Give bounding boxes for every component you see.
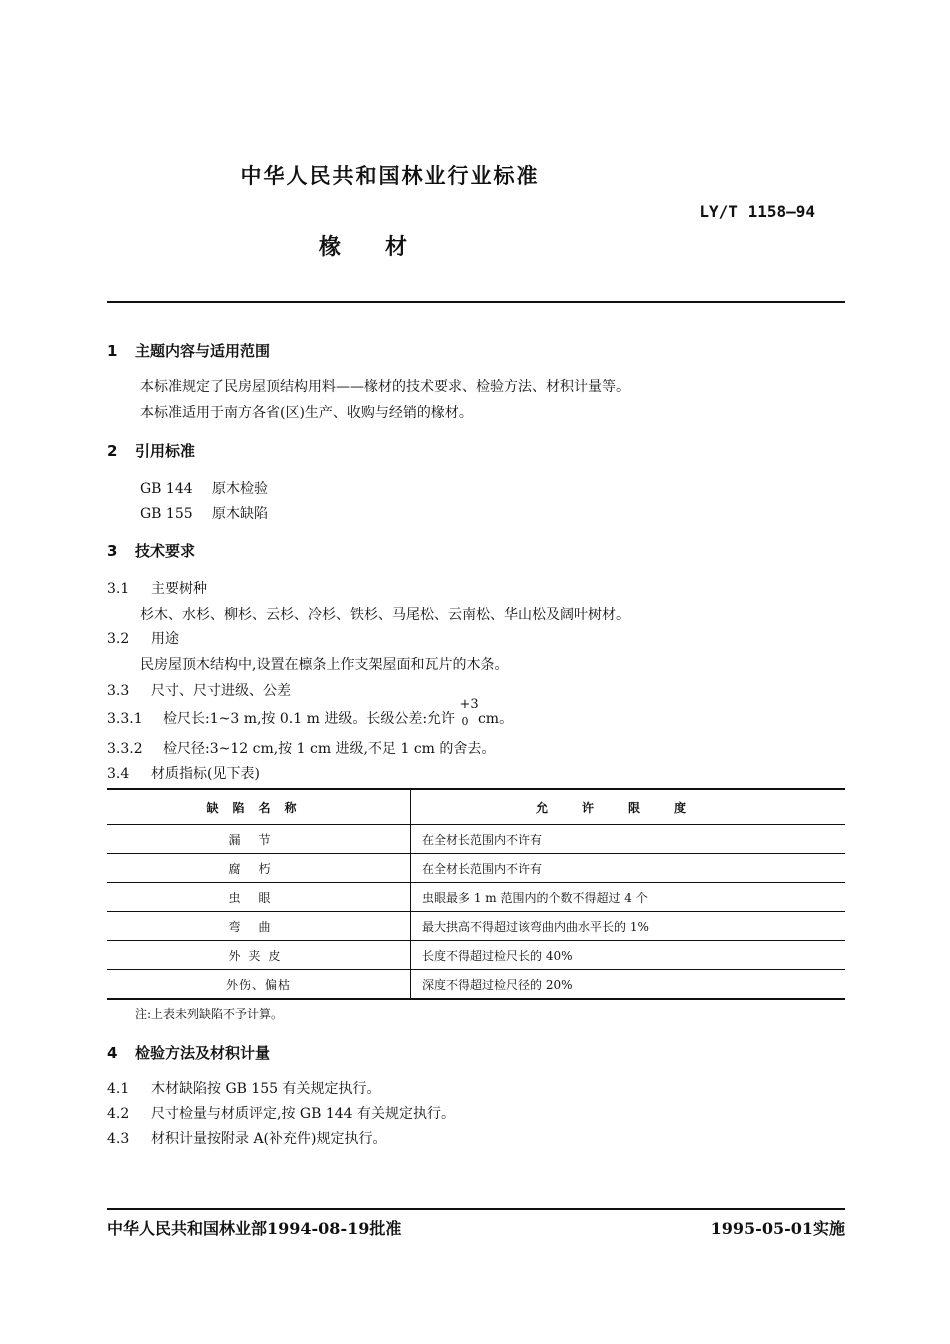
defect-name: 腐朽	[107, 854, 411, 883]
tolerance-value	[459, 697, 479, 728]
paragraph: 本标准规定了民房屋顶结构用料——椽材的技术要求、检验方法、材积计量等。	[140, 379, 630, 395]
section-title: 引用标准	[135, 442, 196, 460]
standard-title: 中华人民共和国林业行业标准	[240, 164, 540, 188]
footer-divider	[107, 1208, 845, 1210]
subsection-title: 主要树种	[151, 581, 207, 597]
section-4-heading	[107, 1042, 270, 1063]
defect-limit: 深度不得超过检尺径的 20%	[422, 977, 573, 992]
table-row	[107, 970, 845, 1000]
table-note: 注:上表未列缺陷不予计算。	[135, 1007, 284, 1021]
subsection-3-3-2	[107, 738, 495, 758]
section-title: 检验方法及材积计量	[135, 1044, 271, 1062]
implementation-date: 1995-05-01实施	[710, 1219, 845, 1238]
subsection-text: 检尺径:3~12 cm,按 1 cm 进级,不足 1 cm 的舍去。	[163, 741, 496, 757]
defect-limit: 最大拱高不得超过该弯曲内曲水平长的 1%	[422, 919, 649, 934]
defect-name: 虫眼	[107, 883, 411, 912]
document-title: 椽材	[318, 235, 451, 260]
reference-code: GB 144	[140, 481, 193, 497]
item-number: 4.1	[107, 1081, 130, 1097]
section-1-heading	[107, 340, 270, 361]
defect-limit: 虫眼最多 1 m 范围内的个数不得超过 4 个	[422, 890, 648, 905]
approval-line: 中华人民共和国林业部1994-08-19批准	[107, 1219, 402, 1238]
column-header-limit: 允许限度	[535, 800, 720, 815]
subsection-3-2	[107, 628, 179, 648]
paragraph: 本标准适用于南方各省(区)生产、收购与经销的椽材。	[140, 405, 473, 421]
item-text: 材积计量按附录 A(补充件)规定执行。	[151, 1131, 387, 1147]
subsection-3-3-1	[107, 697, 514, 728]
subsection-number: 3.1	[107, 581, 130, 597]
paragraph: 民房屋顶木结构中,设置在檩条上作支架屋面和瓦片的木条。	[140, 657, 509, 673]
section-title: 主题内容与适用范围	[135, 342, 271, 360]
header-divider	[107, 301, 845, 303]
item-number: 4.3	[107, 1131, 130, 1147]
subsection-3-3	[107, 680, 291, 700]
defect-name: 外夹皮	[107, 941, 411, 970]
subsection-number: 3.3.1	[107, 711, 143, 727]
reference-item	[140, 478, 268, 498]
defect-name: 漏节	[107, 825, 411, 854]
subsection-number: 3.3	[107, 683, 130, 699]
subsection-title: 用途	[151, 631, 179, 647]
table-row	[107, 883, 845, 912]
table-row	[107, 825, 845, 854]
table-row	[107, 941, 845, 970]
section-3-heading	[107, 540, 195, 561]
table-header-row	[107, 789, 845, 825]
list-item	[107, 1128, 386, 1148]
subsection-unit: cm。	[477, 711, 514, 727]
subsection-number: 3.3.2	[107, 741, 143, 757]
section-2-heading	[107, 440, 195, 461]
section-title: 技术要求	[135, 542, 196, 560]
item-number: 4.2	[107, 1106, 130, 1122]
list-item	[107, 1103, 455, 1123]
defect-name: 外伤、偏枯	[107, 970, 411, 1000]
section-number: 3	[107, 542, 118, 560]
table-row	[107, 912, 845, 941]
tolerance-lower: 0	[461, 715, 469, 728]
subsection-title: 材质指标(见下表)	[151, 766, 260, 782]
subsection-3-4	[107, 763, 260, 783]
section-number: 1	[107, 342, 118, 360]
reference-name: 原木检验	[212, 481, 268, 497]
column-header-defect: 缺陷名称	[107, 789, 411, 825]
reference-code: GB 155	[140, 506, 193, 522]
table-row	[107, 854, 845, 883]
reference-item	[140, 503, 268, 523]
section-number: 4	[107, 1044, 118, 1062]
subsection-title: 尺寸、尺寸进级、公差	[151, 683, 291, 699]
defect-limit: 在全材长范围内不许有	[422, 832, 543, 847]
subsection-number: 3.4	[107, 766, 130, 782]
subsection-text: 检尺长:1~3 m,按 0.1 m 进级。长级公差:允许	[163, 711, 456, 727]
defect-limit: 长度不得超过检尺长的 40%	[422, 948, 573, 963]
subsection-number: 3.2	[107, 631, 130, 647]
list-item	[107, 1078, 381, 1098]
item-text: 尺寸检量与材质评定,按 GB 144 有关规定执行。	[151, 1106, 455, 1122]
paragraph: 杉木、水杉、柳杉、云杉、冷杉、铁杉、马尾松、云南松、华山松及阔叶树材。	[140, 607, 630, 623]
reference-name: 原木缺陷	[212, 506, 268, 522]
item-text: 木材缺陷按 GB 155 有关规定执行。	[151, 1081, 381, 1097]
defect-limit: 在全材长范围内不许有	[422, 861, 543, 876]
section-number: 2	[107, 442, 118, 460]
defect-name: 弯曲	[107, 912, 411, 941]
subsection-3-1	[107, 578, 207, 598]
quality-table	[107, 788, 845, 1000]
standard-code: LY/T 1158—94	[699, 202, 815, 221]
tolerance-upper: +3	[459, 697, 479, 712]
